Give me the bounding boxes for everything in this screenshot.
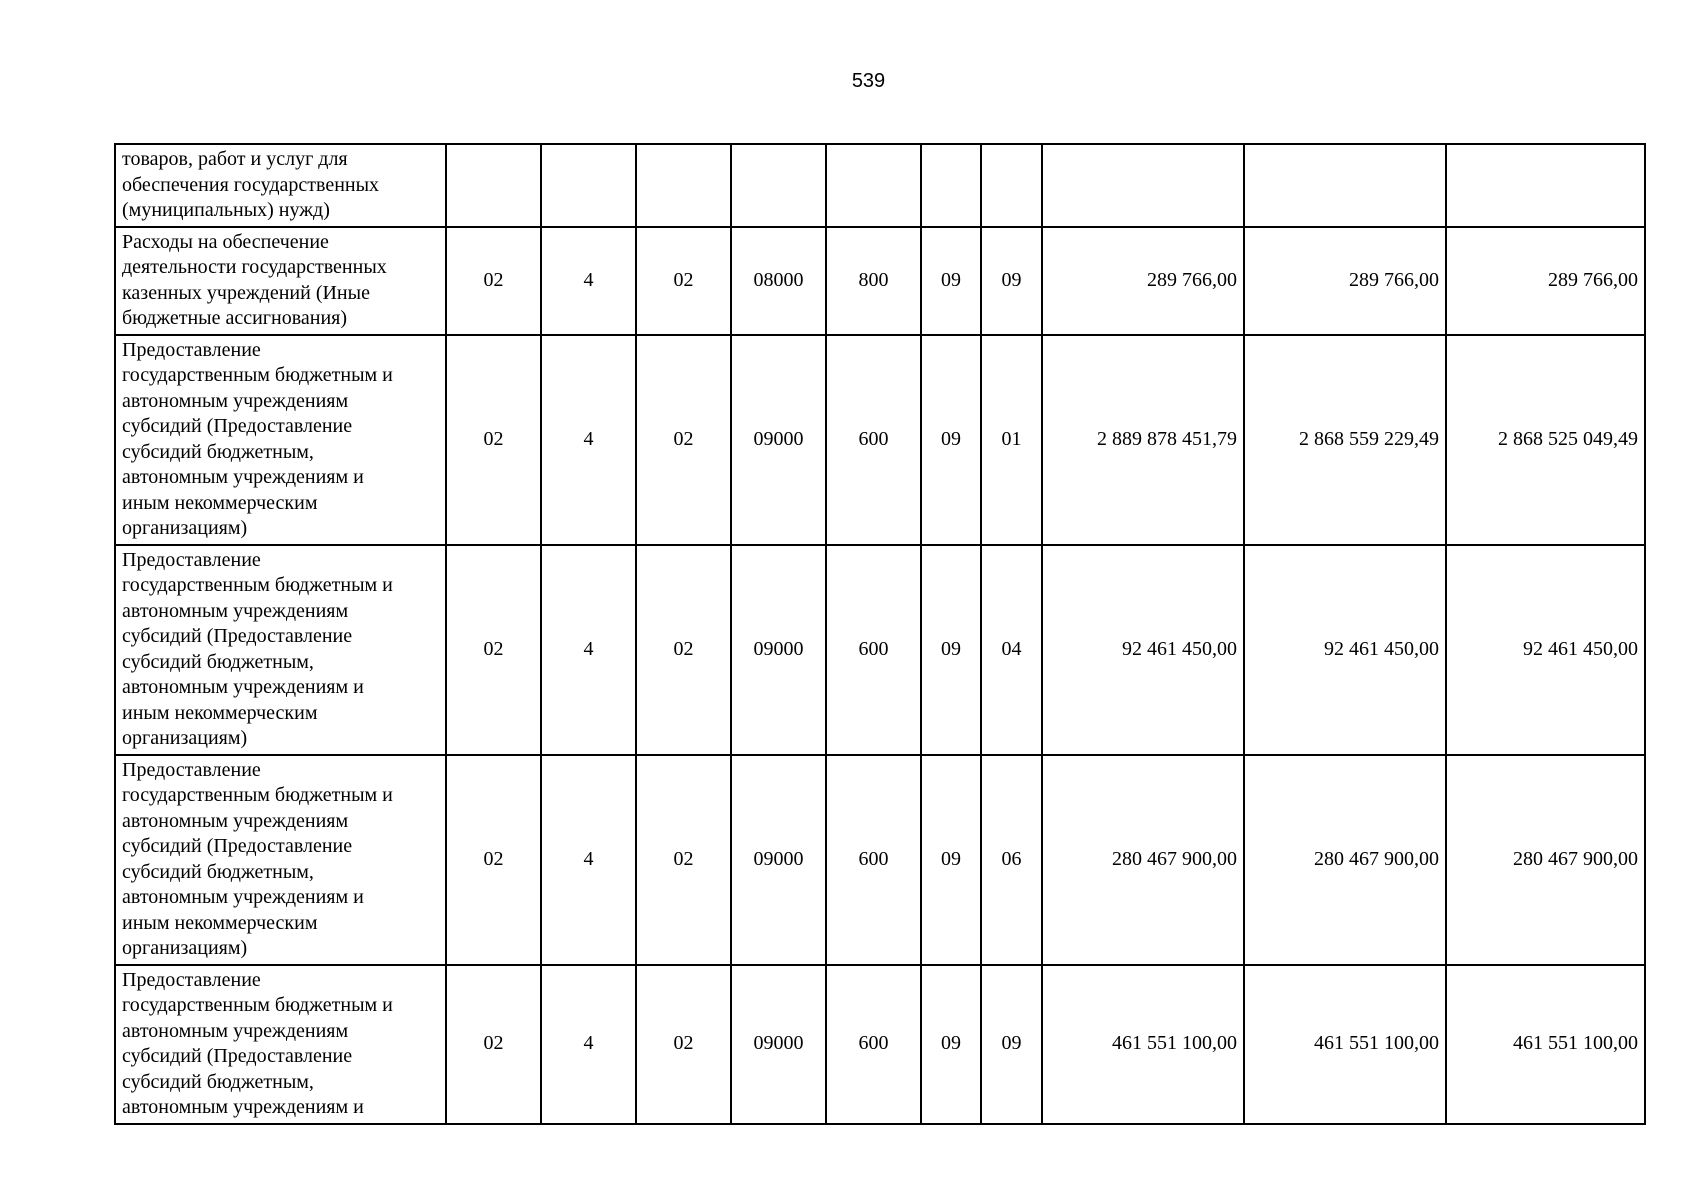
description-line: автономным учреждениям и (122, 466, 364, 488)
budget-table (114, 143, 1646, 1125)
code-cell-6: 09 (921, 545, 981, 755)
row-description (115, 965, 446, 1124)
description-line: Предоставление (122, 758, 261, 781)
code-cell-3: 02 (636, 755, 731, 965)
code-cell-4 (731, 144, 826, 227)
description-line: государственным бюджетным и (122, 994, 393, 1016)
code-cell-4: 08000 (731, 227, 826, 335)
code-cell-5 (826, 144, 921, 227)
amount-cell-3: 289 766,00 (1446, 227, 1645, 335)
code-cell-6: 09 (921, 755, 981, 965)
code-cell-7 (981, 144, 1042, 227)
code-cell-7: 06 (981, 755, 1042, 965)
amount-cell-1: 92 461 450,00 (1042, 545, 1244, 755)
code-cell-1: 02 (446, 545, 541, 755)
code-cell-1: 02 (446, 335, 541, 545)
table-row (115, 965, 1645, 1124)
table-row (115, 227, 1645, 335)
amount-cell-3: 92 461 450,00 (1446, 545, 1645, 755)
amount-cell-2 (1244, 144, 1446, 227)
code-cell-6: 09 (921, 335, 981, 545)
description-line: товаров, работ и услуг для (122, 148, 348, 170)
amount-cell-2: 289 766,00 (1244, 227, 1446, 335)
description-line: субсидий бюджетным, (122, 650, 314, 673)
description-line: государственным бюджетным и (122, 364, 393, 386)
description-line: организациям) (122, 517, 248, 539)
description-line: иным некоммерческим (122, 701, 318, 724)
description-line: Предоставление (122, 548, 261, 571)
row-description (115, 144, 446, 227)
code-cell-5: 600 (826, 335, 921, 545)
code-cell-3: 02 (636, 965, 731, 1124)
description-line: организациям) (122, 727, 248, 749)
code-cell-7: 04 (981, 545, 1042, 755)
description-line: Расходы на обеспечение (122, 230, 329, 253)
code-cell-1: 02 (446, 755, 541, 965)
code-cell-7: 09 (981, 965, 1042, 1124)
row-description (115, 335, 446, 545)
code-cell-3: 02 (636, 545, 731, 755)
amount-cell-1: 461 551 100,00 (1042, 965, 1244, 1124)
code-cell-4: 09000 (731, 335, 826, 545)
description-line: субсидий бюджетным, (122, 440, 314, 463)
description-line: (муниципальных) нужд) (122, 199, 330, 221)
row-description (115, 755, 446, 965)
description-line: иным некоммерческим (122, 491, 318, 514)
code-cell-1 (446, 144, 541, 227)
code-cell-2 (541, 144, 636, 227)
description-line: автономным учреждениям (122, 1019, 349, 1042)
description-line: государственным бюджетным и (122, 784, 393, 806)
description-line: автономным учреждениям (122, 809, 349, 832)
code-cell-4: 09000 (731, 755, 826, 965)
description-line: иным некоммерческим (122, 911, 318, 934)
code-cell-3: 02 (636, 227, 731, 335)
description-line: субсидий (Предоставление (122, 415, 353, 437)
description-line: Предоставление (122, 968, 261, 991)
amount-cell-1: 2 889 878 451,79 (1042, 335, 1244, 545)
table-row (115, 545, 1645, 755)
amount-cell-2: 2 868 559 229,49 (1244, 335, 1446, 545)
amount-cell-3 (1446, 144, 1645, 227)
description-line: субсидий (Предоставление (122, 1045, 353, 1067)
description-line: Предоставление (122, 338, 261, 361)
code-cell-2: 4 (541, 755, 636, 965)
code-cell-4: 09000 (731, 965, 826, 1124)
description-line: автономным учреждениям и (122, 886, 364, 908)
amount-cell-3: 2 868 525 049,49 (1446, 335, 1645, 545)
code-cell-6: 09 (921, 227, 981, 335)
description-line: автономным учреждениям (122, 599, 349, 622)
code-cell-7: 01 (981, 335, 1042, 545)
page-number: 539 (851, 70, 886, 92)
description-line: организациям) (122, 937, 248, 959)
row-description (115, 545, 446, 755)
code-cell-4: 09000 (731, 545, 826, 755)
code-cell-7: 09 (981, 227, 1042, 335)
code-cell-5: 600 (826, 545, 921, 755)
code-cell-2: 4 (541, 545, 636, 755)
description-line: субсидий (Предоставление (122, 625, 353, 647)
amount-cell-2: 461 551 100,00 (1244, 965, 1446, 1124)
amount-cell-2: 92 461 450,00 (1244, 545, 1446, 755)
table-row (115, 755, 1645, 965)
description-line: обеспечения государственных (122, 173, 380, 196)
table-row (115, 144, 1645, 227)
row-description (115, 227, 446, 335)
code-cell-6 (921, 144, 981, 227)
table-body (115, 144, 1645, 1124)
description-line: субсидий бюджетным, (122, 860, 314, 883)
amount-cell-1: 280 467 900,00 (1042, 755, 1244, 965)
code-cell-6: 09 (921, 965, 981, 1124)
code-cell-1: 02 (446, 227, 541, 335)
code-cell-5: 600 (826, 965, 921, 1124)
code-cell-2: 4 (541, 335, 636, 545)
description-line: субсидий (Предоставление (122, 835, 353, 857)
description-line: автономным учреждениям (122, 389, 349, 412)
description-line: государственным бюджетным и (122, 574, 393, 596)
code-cell-3: 02 (636, 335, 731, 545)
table-row (115, 335, 1645, 545)
code-cell-5: 600 (826, 755, 921, 965)
code-cell-3 (636, 144, 731, 227)
description-line: автономным учреждениям и (122, 1096, 364, 1118)
amount-cell-3: 280 467 900,00 (1446, 755, 1645, 965)
description-line: субсидий бюджетным, (122, 1070, 314, 1093)
amount-cell-2: 280 467 900,00 (1244, 755, 1446, 965)
description-line: бюджетные ассигнования) (122, 307, 348, 329)
code-cell-1: 02 (446, 965, 541, 1124)
description-line: автономным учреждениям и (122, 676, 364, 698)
code-cell-2: 4 (541, 965, 636, 1124)
code-cell-5: 800 (826, 227, 921, 335)
amount-cell-1: 289 766,00 (1042, 227, 1244, 335)
amount-cell-3: 461 551 100,00 (1446, 965, 1645, 1124)
description-line: казенных учреждений (Иные (122, 281, 370, 304)
code-cell-2: 4 (541, 227, 636, 335)
description-line: деятельности государственных (122, 256, 387, 278)
amount-cell-1 (1042, 144, 1244, 227)
